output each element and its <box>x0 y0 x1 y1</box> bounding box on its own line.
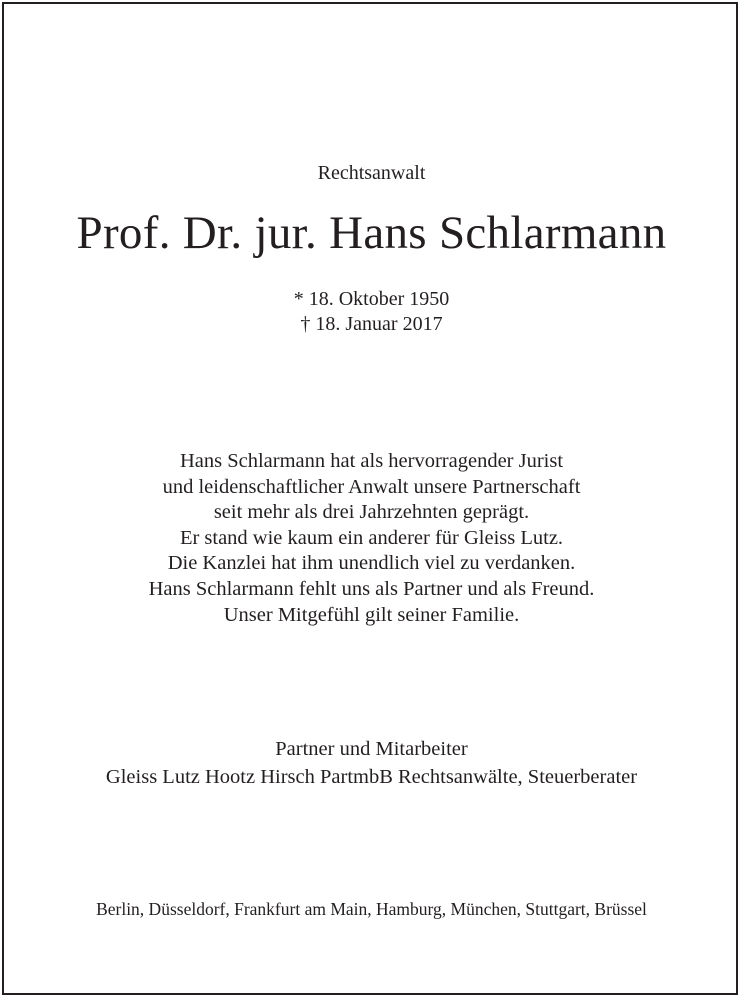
death-date: † 18. Januar 2017 <box>300 313 443 335</box>
profession-label: Rechtsanwalt <box>317 162 426 184</box>
birth-date: * 18. Oktober 1950 <box>293 288 450 310</box>
tribute-line: Er stand wie kaum ein anderer für Gleiss Lutz. <box>179 526 564 549</box>
tribute-line: Hans Schlarmann hat als hervorragender Jurist <box>179 450 564 472</box>
life-dates <box>0 287 743 337</box>
signature-group: Partner und Mitarbeiter <box>275 738 468 760</box>
tribute-line: Die Kanzlei hat ihm unendlich viel zu verdanken. <box>167 552 576 575</box>
deceased-name: Prof. Dr. jur. Hans Schlarmann <box>76 207 667 259</box>
signature-firm: Gleiss Lutz Hootz Hirsch PartmbB Rechtsanwälte, Steuerberater <box>105 766 638 788</box>
signature-block <box>0 735 743 791</box>
office-locations: Berlin, Düsseldorf, Frankfurt am Main, Hamburg, München, Stuttgart, Brüssel <box>96 899 647 919</box>
tribute-line: Unser Mitgefühl gilt seiner Familie. <box>223 603 520 626</box>
tribute-line: seit mehr als drei Jahrzehnten geprägt. <box>213 501 530 524</box>
tribute-line: und leidenschaftlicher Anwalt unsere Partnerschaft <box>162 475 581 498</box>
tribute-line: Hans Schlarmann fehlt uns als Partner und als Freund. <box>148 577 595 600</box>
tribute-text <box>0 449 743 628</box>
